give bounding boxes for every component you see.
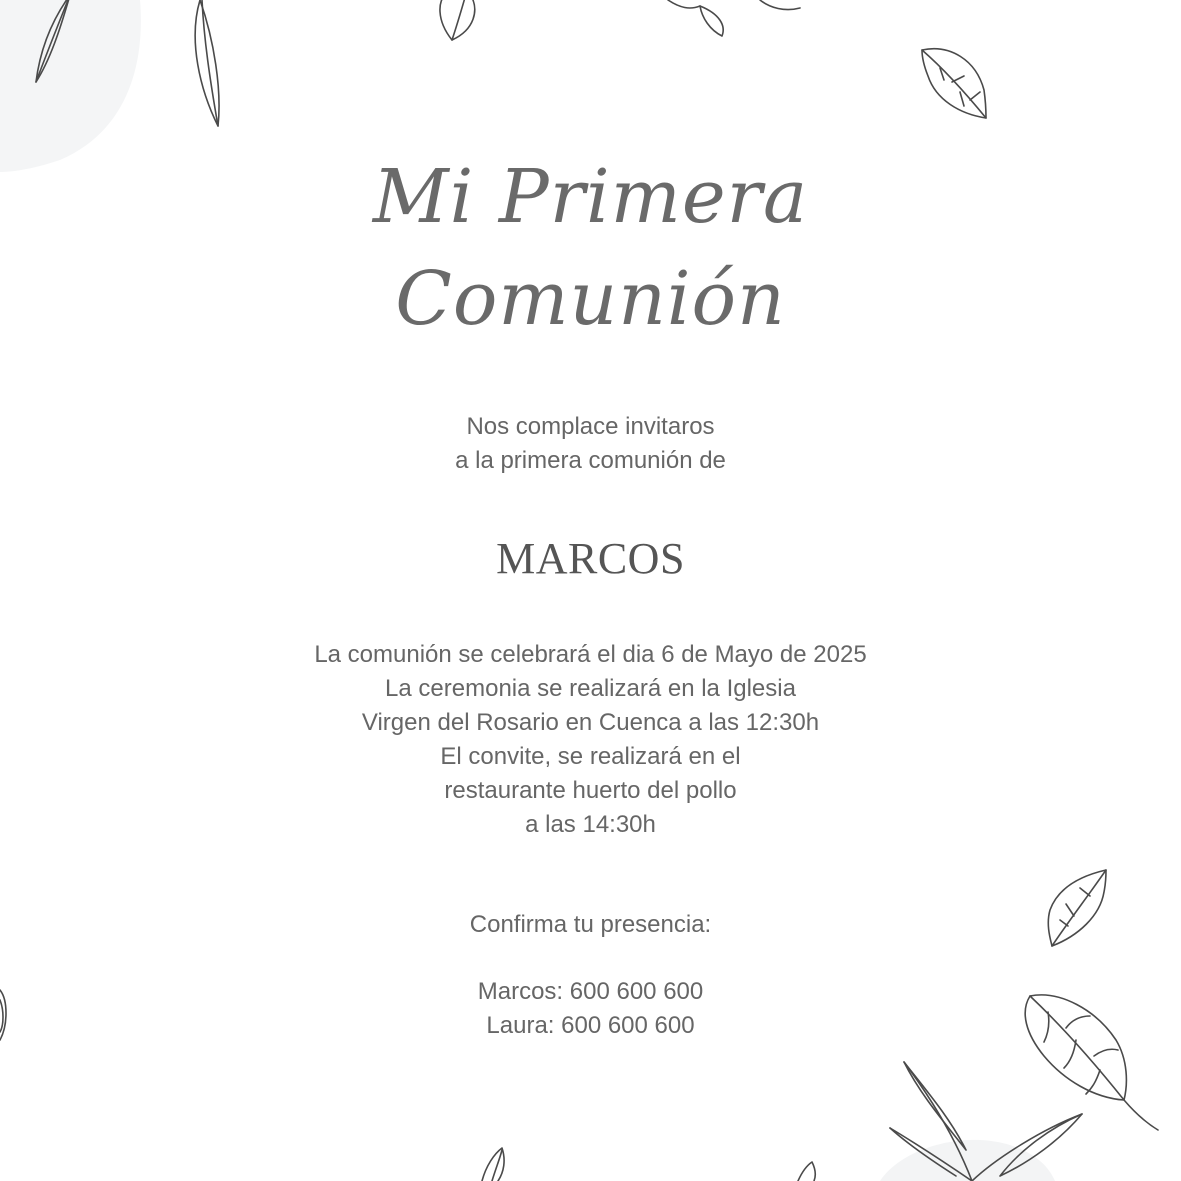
- intro-text: [0, 410, 1181, 478]
- title-line-2: Comunión: [395, 256, 786, 342]
- event-details: [0, 638, 1181, 842]
- title-line-1: Mi Primera: [372, 154, 809, 240]
- branch-icon: [668, 0, 800, 36]
- leaf-icon: [195, 0, 219, 126]
- rsvp-contacts: [0, 975, 1181, 1043]
- intro-line: Nos complace invitaros: [466, 413, 715, 440]
- detail-line: a las 14:30h: [525, 811, 656, 838]
- detail-line: Virgen del Rosario en Cuenca a las 12:30h: [361, 709, 820, 736]
- background-wash-shape: [0, 0, 141, 172]
- detail-line: La ceremonia se realizará en la Iglesia: [385, 675, 796, 702]
- contact-line: Laura: 600 600 600: [486, 1012, 695, 1039]
- contact-line: Marcos: 600 600 600: [477, 978, 704, 1005]
- leaf-icon: [440, 0, 475, 40]
- detail-line: La comunión se celebrará el dia 6 de Mayo de 2025: [314, 641, 867, 668]
- leaf-icon: [798, 1162, 815, 1181]
- leaf-icon: [922, 49, 986, 118]
- detail-line: restaurante huerto del pollo: [444, 777, 737, 804]
- rsvp-heading: Confirma tu presencia:: [469, 911, 712, 938]
- honoree-name: MARCOS: [496, 534, 685, 583]
- intro-line: a la primera comunión de: [455, 447, 726, 474]
- detail-line: El convite, se realizará en el: [440, 743, 741, 770]
- leaf-icon: [482, 1148, 504, 1181]
